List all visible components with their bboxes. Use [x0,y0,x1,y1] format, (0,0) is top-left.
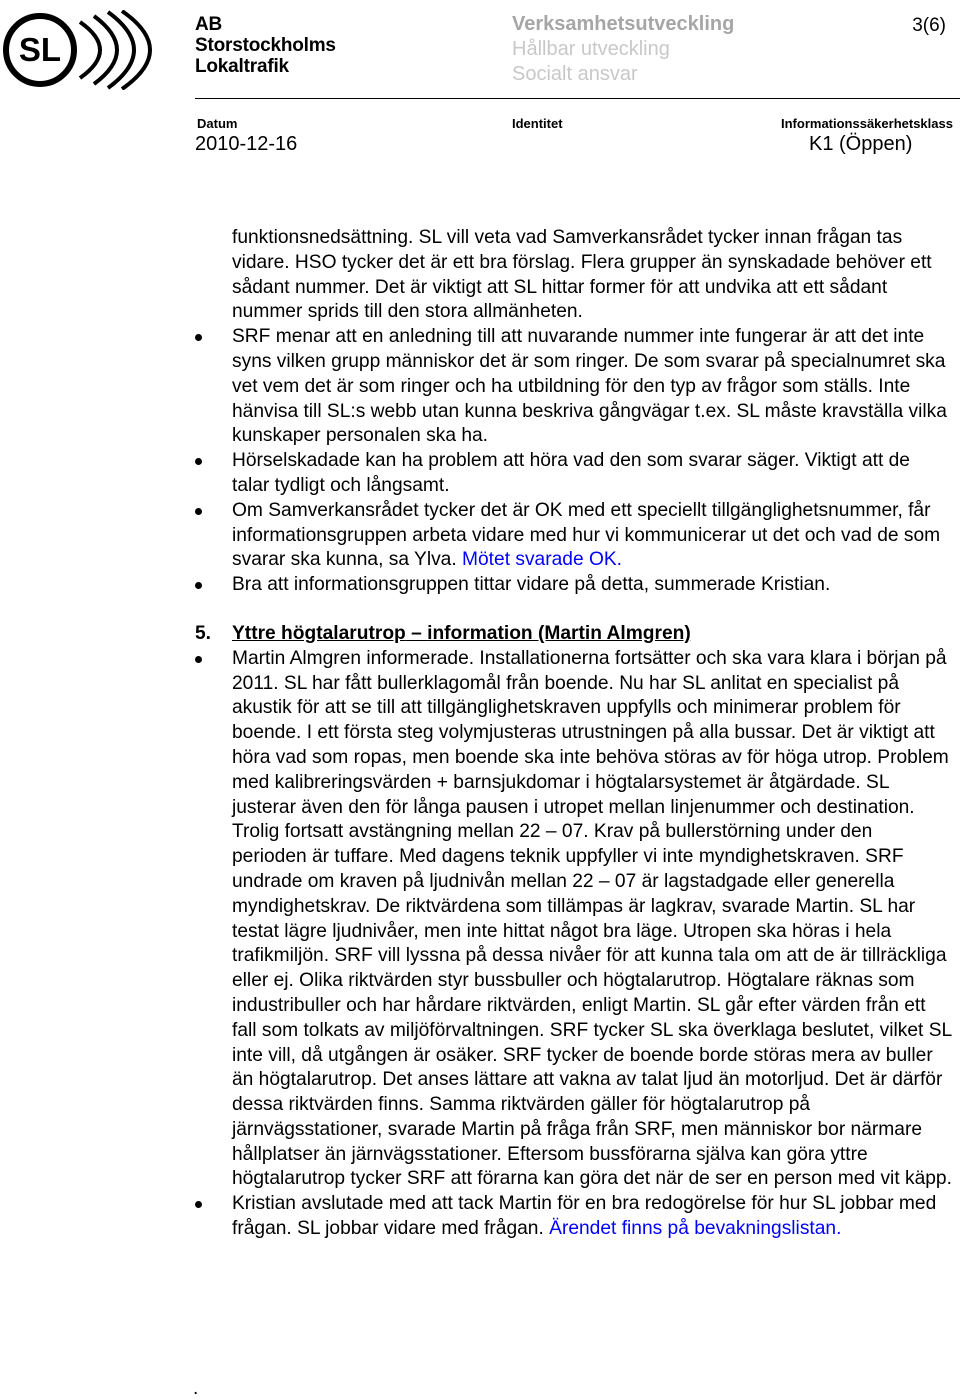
list-item-text: Om Samverkansrådet tycker det är OK med ett speciellt tillgänglighetsnummer, får informationsgruppen arbeta vidare med hur vi kommunicerar ut det och vad de som svarar ska kunna, sa Ylva. [232,499,941,571]
list-item [232,573,952,598]
list-item [232,449,952,499]
trailing-mark: . [193,1378,199,1399]
company-name [195,14,336,77]
list-item-text: SRF menar att en anledning till att nuvarande nummer inte fungerar är att det inte syns vilken grupp människor det är som ringer. De som svarar på specialnumret ska vet vem det är som ringer och ha utbildning för den typ av frågor som ställs. Inte hänvisa till SL:s webb utan kunna beskriva gångvägar t.ex. SL måste kravställa vilka kunskaper personalen ska ha. [232,326,947,447]
watchlist-note-text: Ärendet finns på bevakningslistan. [549,1218,842,1240]
page-number: 3(6) [912,15,946,36]
document-body [195,226,952,1242]
classification-value: K1 (Öppen) [809,133,913,155]
list-item [232,499,952,573]
list-item-text: Hörselskadade kan ha problem att höra vad den som svarar säger. Viktigt att de talar tydligt och långsamt. [232,450,910,496]
sl-logo-icon [0,10,185,90]
classification-label: Informationssäkerhetsklass [781,116,953,131]
section-subtitle: information (Martin Almgren) [427,622,691,644]
section-heading [195,622,952,647]
company-line-2: Storstockholms [195,35,336,56]
section-title: Yttre högtalarutrop [232,622,406,644]
company-line-3: Lokaltrafik [195,56,289,77]
identity-label: Identitet [512,116,563,131]
date-value: 2010-12-16 [195,133,298,155]
logo-text: SL [18,31,62,68]
date-label: Datum [197,116,238,131]
department-title: Verksamhetsutveckling [512,13,735,35]
list-item-text: Bra att informationsgruppen tittar vidare på detta, summerade Kristian. [232,574,831,596]
intro-paragraph: funktionsnedsättning. SL vill veta vad Samverkansrådet tycker innan frågan tas vidare. HSO tycker det är ett bra förslag. Flera grupper än synskadade behöver ett sådant nummer. Det är viktigt att SL hittar former för att undvika att ett sådant nummer sprids till den stora allmänheten. [232,227,932,323]
header-divider [195,98,960,99]
section-title-separator: – [405,622,428,644]
list-item [232,325,952,449]
list-item [232,1192,952,1242]
bullet-icon [195,1201,202,1208]
bullet-icon [195,508,202,515]
page-header [0,0,960,110]
meeting-decision-text: Mötet svarade OK. [462,549,622,571]
bullet-icon [195,334,202,341]
section-number: 5. [195,622,212,644]
department-sub-1: Hållbar utveckling [512,38,670,60]
bullet-icon [195,656,202,663]
bullet-icon [195,458,202,465]
list-item-text: Martin Almgren informerade. Installationerna fortsätter och ska vara klara i början på 2011. SL har fått bullerklagomål från boende. Nu har SL anlitat en specialist på akustik för att se till att tillgänglighetskraven uppfylls och minimerar problem för boende. I ett första steg volymjusteras utrustningen på alla bussar. Det är viktigt att höra vad som ropas, men boende ska inte behöva störas av för höga utrop. Problem med kalibreringsvärden + barnsjukdomar i högtalarsystemet är åtgärdade. SL justerar även den för långa pausen i utropet mellan linjenummer och destination. Trolig fortsatt avstängning mellan 22 – 07. Krav på bullerstörning under den perioden är tuffare. Med dagens teknik uppfyller vi inte myndighetskraven. SRF undrade om kraven på ljudnivån mellan 22 – 07 är lagstadgade eller generella myndighetskrav. De riktvärdena som tillämpas är lagkrav, svarade Martin. SL har testat lägre ljudnivåer, men inte hittat något bra läge. Utropen ska höras i hela trafikmiljön. SRF vill lyssna på dessa nivåer för att kunna tala om att de är tillräckliga eller ej. Olika riktvärden styr bussbuller och högtalarutrop. Högtalare räknas som industribuller och har hårdare riktvärden, enligt Martin. SL går efter värden från ett fall som tolkats av miljöförvaltningen. SRF tycker SL ska överklaga beslutet, vilket SL inte vill, då utgången är osäker. SRF tycker de boende borde störas mera av buller än högtalarutrop. Det anses lättare att vakna av talat ljud än motorljud. Det är därför dessa riktvärden finns. Samma riktvärden gäller för högtalarutrop på järnvägsstationer, svarade Martin på fråga från SRF, men människor bor närmare hållplatser än järnvägsstationer. Eftersom bussförarna själva kan göra yttre högtalarutrop tycker SRF att förarna kan göra det när de ser en person med vit käpp. [232,647,952,1190]
department-block [512,12,734,87]
company-line-1: AB [195,14,223,35]
bullet-icon [195,582,202,589]
list-item-text: Kristian avslutade med att tack Martin för en bra redogörelse för hur SL jobbar med frågan. SL jobbar vidare med frågan. [232,1193,937,1240]
list-item [232,647,952,1193]
department-sub-2: Socialt ansvar [512,63,638,85]
